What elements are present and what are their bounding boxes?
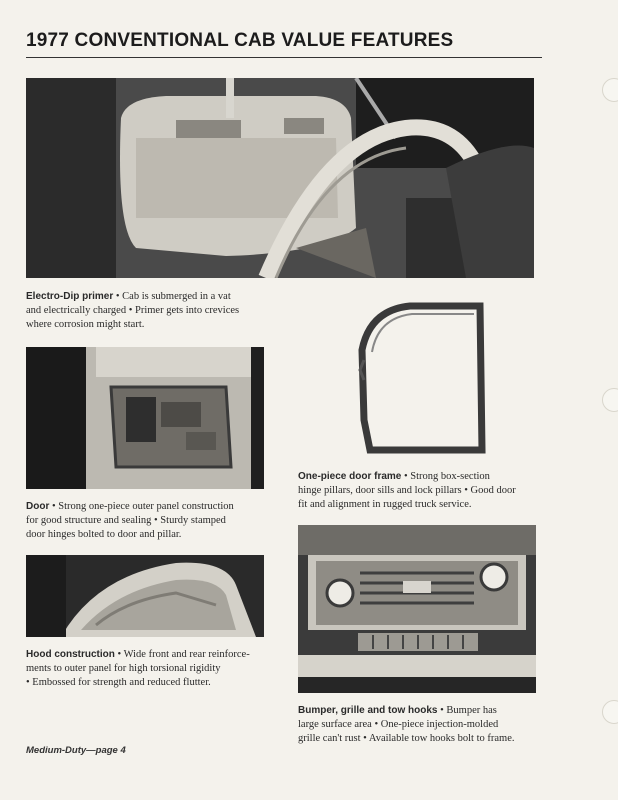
- caption-text: • Cab is submerged in a vat: [113, 291, 231, 302]
- caption-text: fit and alignment in rugged truck service.: [298, 499, 472, 510]
- punch-hole: [602, 78, 618, 102]
- door-photo: [26, 347, 264, 489]
- title-rule: [26, 57, 542, 58]
- grille-photo: [298, 525, 536, 693]
- caption-text: where corrosion might start.: [26, 319, 145, 330]
- caption-text: large surface area • One-piece injection-molded: [298, 719, 499, 730]
- caption-lead: Bumper, grille and tow hooks: [298, 705, 438, 716]
- caption-text: door hinges bolted to door and pillar.: [26, 529, 182, 540]
- caption-text: • Strong box-section: [401, 471, 490, 482]
- caption-text: • Wide front and rear reinforce-: [114, 649, 250, 660]
- caption-text: for good structure and sealing • Sturdy stamped: [26, 515, 226, 526]
- punch-hole: [602, 388, 618, 412]
- door-frame-caption: [298, 470, 548, 512]
- caption-lead: Door: [26, 501, 50, 512]
- caption-text: hinge pillars, door sills and lock pillars • Good door: [298, 485, 516, 496]
- bumper-caption: [298, 704, 548, 746]
- caption-lead: One-piece door frame: [298, 471, 402, 482]
- electro-dip-caption: [26, 290, 276, 332]
- page-footer: Medium-Duty—page 4: [26, 745, 126, 756]
- caption-text: ments to outer panel for high torsional rigidity: [26, 663, 221, 674]
- punch-hole: [602, 700, 618, 724]
- caption-lead: Electro-Dip primer: [26, 291, 114, 302]
- caption-text: • Strong one-piece outer panel construction: [49, 501, 234, 512]
- caption-text: • Bumper has: [437, 705, 497, 716]
- hood-caption: [26, 648, 276, 690]
- electro-dip-photo: [26, 78, 534, 278]
- door-frame-photo: [350, 300, 495, 460]
- caption-text: • Embossed for strength and reduced flutter.: [26, 677, 211, 688]
- hood-photo: [26, 555, 264, 637]
- caption-text: grille can't rust • Available tow hooks bolt to frame.: [298, 733, 515, 744]
- page-title: 1977 CONVENTIONAL CAB VALUE FEATURES: [26, 30, 454, 51]
- caption-lead: Hood construction: [26, 649, 115, 660]
- caption-text: and electrically charged • Primer gets into crevices: [26, 305, 240, 316]
- door-caption: [26, 500, 276, 542]
